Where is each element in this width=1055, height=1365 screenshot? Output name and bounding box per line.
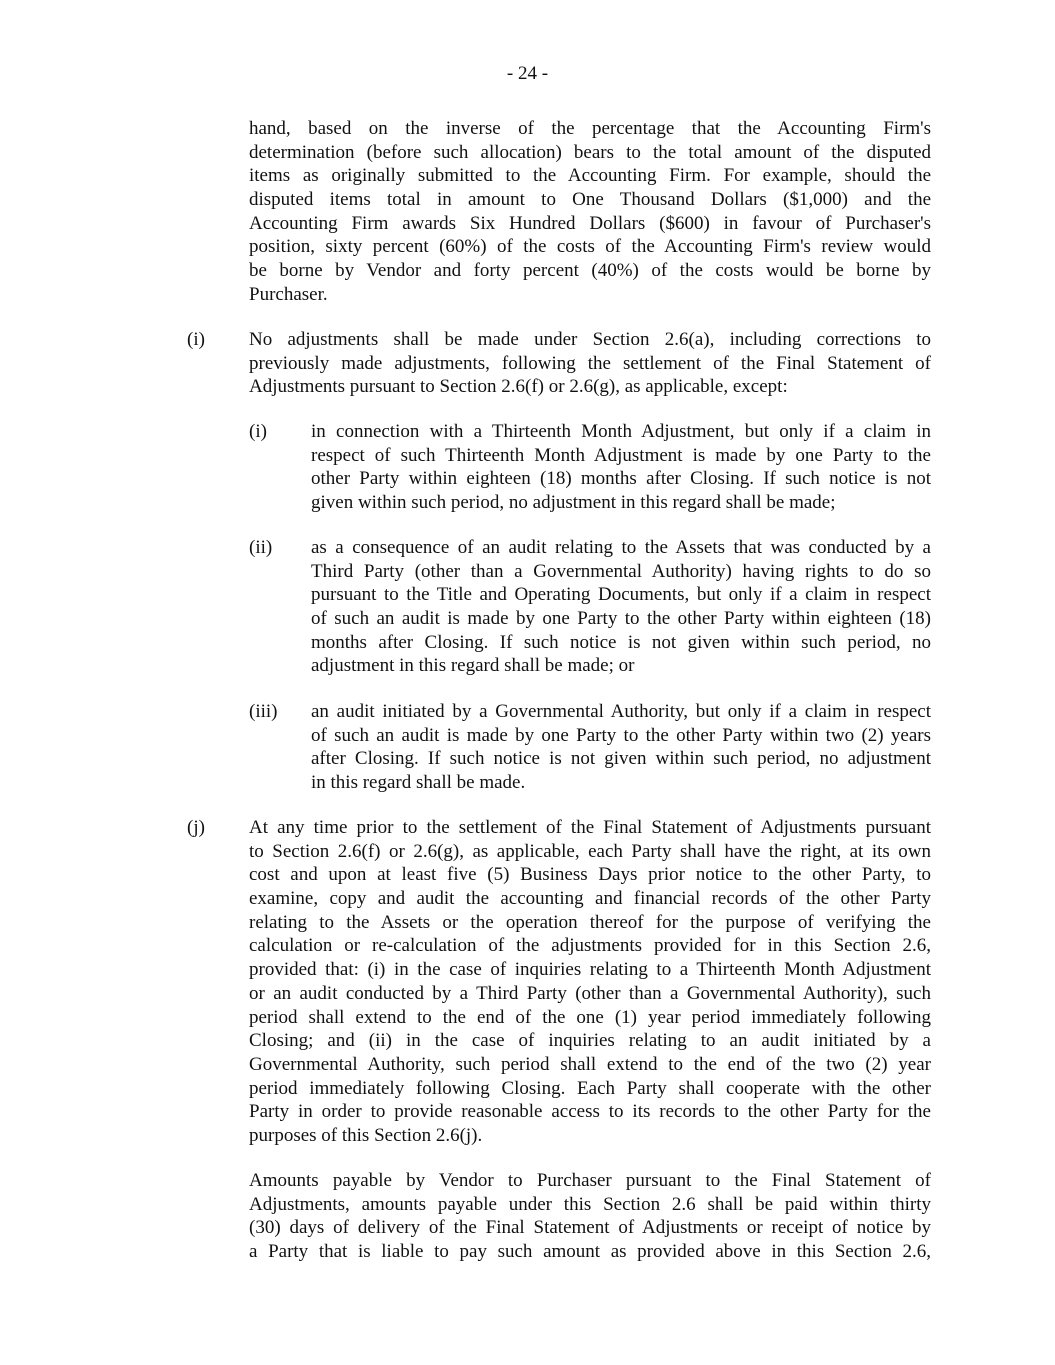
- clause-j-label: (j): [187, 817, 205, 838]
- text-line: in connection with a Thirteenth Month Adjustment, but only if a claim in: [311, 421, 931, 442]
- text-line: period shall extend to the end of the one (1) year period immediately following: [249, 1006, 931, 1028]
- text-line: respect of such Thirteenth Month Adjustment is made by one Party to the: [311, 444, 931, 466]
- text-line: or an audit conducted by a Third Party (other than a Governmental Authority), such: [249, 982, 931, 1004]
- subclause-ii-label: (ii): [249, 537, 273, 558]
- text-line: Amounts payable by Vendor to Purchaser pursuant to the Final Statement of: [249, 1170, 931, 1191]
- text-line: items as originally submitted to the Accounting Firm. For example, should the: [249, 165, 931, 187]
- text-line: other Party within eighteen (18) months after Closing. If such notice is not: [311, 468, 931, 490]
- subclause-i-label: (i): [249, 421, 267, 442]
- text-line: Closing; and (ii) in the case of inquiries relating to an audit initiated by a: [249, 1030, 931, 1052]
- text-line: provided that: (i) in the case of inquiries relating to a Thirteenth Month Adjustment: [249, 959, 931, 981]
- text-line: Purchaser.: [249, 283, 328, 305]
- text-line: of such an audit is made by one Party to the other Party within two (2) years: [311, 724, 931, 746]
- text-line: cost and upon at least five (5) Business Days prior notice to the other Party, to: [249, 864, 931, 886]
- subclause-iii-label: (iii): [249, 701, 278, 722]
- text-line: Accounting Firm awards Six Hundred Dollars ($600) in favour of Purchaser's: [249, 212, 931, 234]
- text-line: previously made adjustments, following the settlement of the Final Statement of: [249, 352, 931, 374]
- text-line: examine, copy and audit the accounting and financial records of the other Party: [249, 888, 931, 910]
- text-line: adjustment in this regard shall be made; or: [311, 655, 635, 677]
- text-line: after Closing. If such notice is not given within such period, no adjustment: [311, 748, 931, 770]
- text-line: hand, based on the inverse of the percentage that the Accounting Firm's: [249, 118, 931, 139]
- text-line: be borne by Vendor and forty percent (40%) of the costs would be borne by: [249, 260, 931, 282]
- text-line: months after Closing. If such notice is not given within such period, no: [311, 631, 931, 653]
- closing-paragraph: [249, 1169, 931, 1264]
- text-line: as a consequence of an audit relating to the Assets that was conducted by a: [311, 537, 931, 558]
- text-line: position, sixty percent (60%) of the costs of the Accounting Firm's review would: [249, 236, 931, 258]
- text-line: Adjustments, amounts payable under this Section 2.6 shall be paid within thirty: [249, 1193, 931, 1215]
- text-line: pursuant to the Title and Operating Documents, but only if a claim in respect: [311, 584, 931, 606]
- text-line: in this regard shall be made.: [311, 772, 526, 794]
- text-line: determination (before such allocation) bears to the total amount of the disputed: [249, 141, 931, 163]
- text-line: a Party that is liable to pay such amount as provided above in this Section 2.6,: [249, 1241, 931, 1263]
- text-line: No adjustments shall be made under Section 2.6(a), including corrections to: [249, 329, 931, 350]
- clause-i-label: (i): [187, 329, 205, 350]
- text-line: of such an audit is made by one Party to the other Party within eighteen (18): [311, 608, 931, 630]
- page-number: - 24 -: [506, 63, 549, 84]
- text-line: disputed items total in amount to One Thousand Dollars ($1,000) and the: [249, 189, 931, 211]
- text-line: calculation or re-calculation of the adjustments provided for in this Section 2.6,: [249, 935, 931, 957]
- text-line: Party in order to provide reasonable access to its records to the other Party for the: [249, 1101, 931, 1123]
- text-line: At any time prior to the settlement of the Final Statement of Adjustments pursuant: [249, 817, 931, 838]
- text-line: period immediately following Closing. Each Party shall cooperate with the other: [249, 1077, 931, 1099]
- subclause-ii-text: [311, 536, 931, 678]
- subclause-iii-text: [311, 700, 931, 795]
- text-line: given within such period, no adjustment in this regard shall be made;: [311, 492, 836, 514]
- text-line: Adjustments pursuant to Section 2.6(f) or 2.6(g), as applicable, except:: [249, 376, 788, 398]
- continuation-paragraph: [249, 117, 931, 307]
- text-line: purposes of this Section 2.6(j).: [249, 1124, 483, 1146]
- text-line: (30) days of delivery of the Final Statement of Adjustments or receipt of notice by: [249, 1217, 931, 1239]
- clause-j-text: [249, 816, 931, 1148]
- text-line: relating to the Assets or the operation thereof for the purpose of verifying the: [249, 911, 931, 933]
- text-line: an audit initiated by a Governmental Authority, but only if a claim in respect: [311, 701, 931, 722]
- clause-i-text: [249, 328, 931, 399]
- text-line: Governmental Authority, such period shall extend to the end of the two (2) year: [249, 1053, 931, 1075]
- text-line: to Section 2.6(f) or 2.6(g), as applicable, each Party shall have the right, at its own: [249, 840, 931, 862]
- text-line: Third Party (other than a Governmental Authority) having rights to do so: [311, 560, 931, 582]
- subclause-i-text: [311, 420, 931, 515]
